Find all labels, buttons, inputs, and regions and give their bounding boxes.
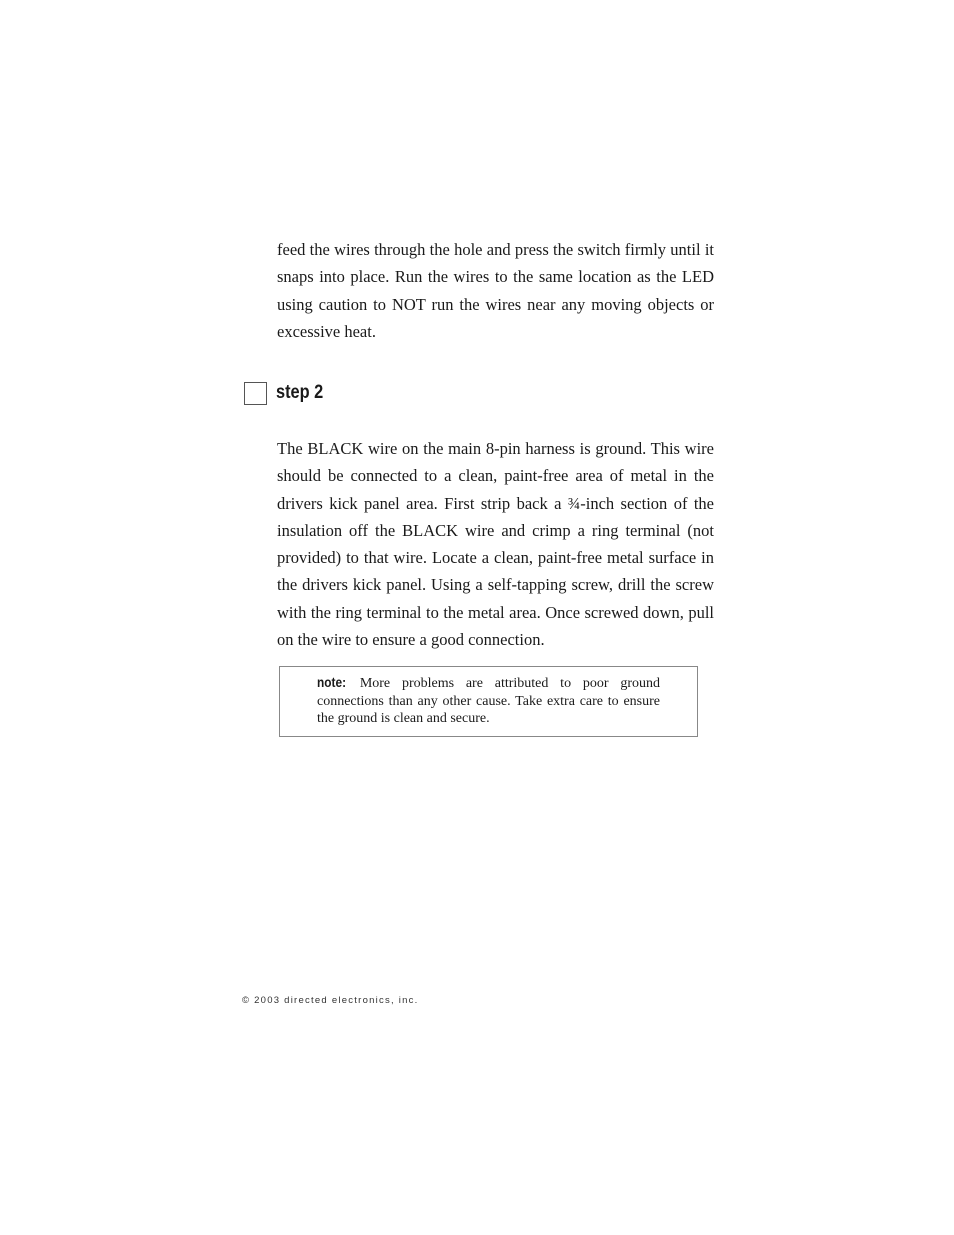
step-paragraph: The BLACK wire on the main 8-pin harness is ground. This wire should be connected to a clean, paint-free area of metal in the drivers kick panel area. First strip back a ¾-inch section of the insulation off the BLACK wire and crimp a ring terminal (not provided) to that wire. Locate a clean, paint-free metal surface in the drivers kick panel. Using a self-tapping screw, drill the screw with the ring terminal to the metal area. Once screwed down, pull on the wire to ensure a good connection. — [277, 439, 714, 650]
step-checkbox[interactable] — [244, 382, 267, 405]
note-body: More problems are attributed to poor ground connections than any other cause. Take extra care to ensure the ground is clean and secure. — [317, 676, 661, 726]
intro-paragraph: feed the wires through the hole and press the switch firmly until it snaps into place. Run the wires to the same location as the LED using caution to NOT run the wires near any moving objects or excessive heat. — [277, 240, 714, 341]
copyright-footer: © 2003 directed electronics, inc. — [242, 995, 419, 1006]
note-text-block — [317, 674, 660, 728]
note-box — [279, 666, 698, 737]
step-heading: step 2 — [276, 382, 324, 403]
note-label: note: — [317, 675, 347, 690]
